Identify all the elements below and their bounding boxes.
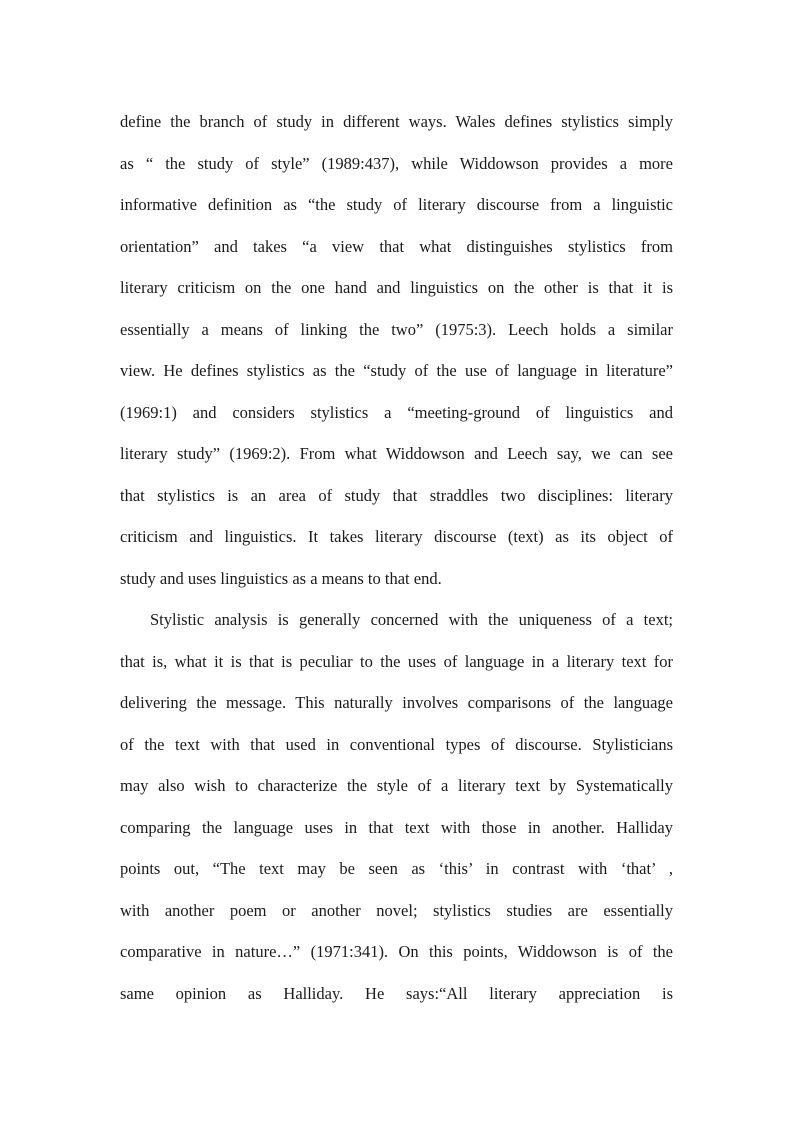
text-line: define the branch of study in different ways. Wales defines stylistics simply [120,112,673,131]
text-line: orientation” and takes “a view that what distinguishes stylistics from [120,236,673,256]
text-line: (1969:1) and considers stylistics a “meeting-ground of linguistics and [120,402,673,422]
text-line: informative definition as “the study of literary discourse from a linguistic [120,195,673,214]
text-line: may also wish to characterize the style of a literary text by Systematically [120,776,673,795]
text-line: same opinion as Halliday. He says:“All literary appreciation is [120,983,673,1003]
text-line: that is, what it is that is peculiar to the uses of language in a literary text for [120,651,673,671]
text-line: of the text with that used in conventional types of discourse. Stylisticians [120,734,673,754]
text-line: literary study” (1969:2). From what Widdowson and Leech say, we can see [120,444,673,463]
text-line: as “ the study of style” (1989:437), while Widdowson provides a more [120,153,673,173]
text-line: delivering the message. This naturally involves comparisons of the language [120,693,673,712]
text-line: comparative in nature…” (1971:341). On this points, Widdowson is of the [120,942,673,961]
text-line: criticism and linguistics. It takes literary discourse (text) as its object of [120,527,673,546]
paragraph-stylistic-analysis [120,599,673,1014]
paragraph-stylistics-definitions [120,101,673,599]
text-line: comparing the language uses in that text with those in another. Halliday [120,817,673,837]
text-line: literary criticism on the one hand and linguistics on the other is that it is [120,278,673,297]
text-line: view. He defines stylistics as the “study of the use of language in literature” [120,361,673,380]
text-line: that stylistics is an area of study that straddles two disciplines: literary [120,485,673,505]
document-page [120,101,673,1014]
text-line: points out, “The text may be seen as ‘this’ in contrast with ‘that’ , [120,859,673,878]
text-line: study and uses linguistics as a means to that end. [120,568,442,588]
text-line: essentially a means of linking the two” (1975:3). Leech holds a similar [120,319,673,339]
text-line: Stylistic analysis is generally concerned with the uniqueness of a text; [150,610,673,629]
text-line: with another poem or another novel; stylistics studies are essentially [120,900,673,920]
